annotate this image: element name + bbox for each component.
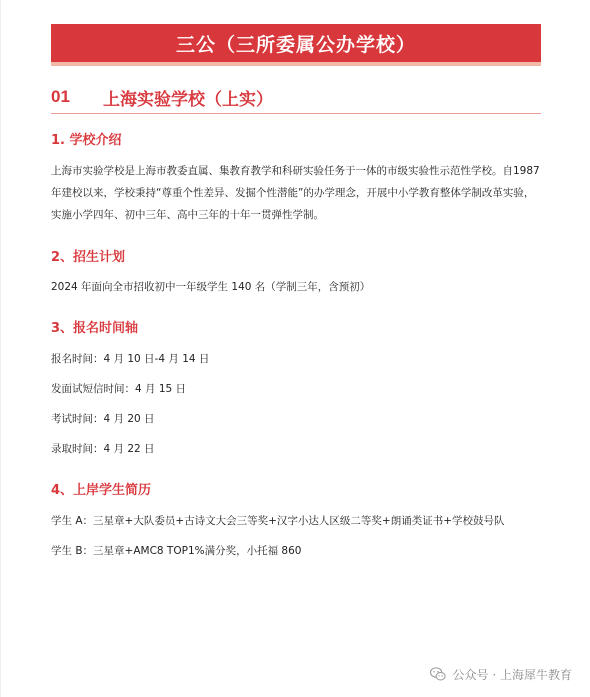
school-number: 01 [51, 87, 70, 106]
section-heading-timeline: 3、报名时间轴 [51, 321, 139, 336]
title-banner [51, 24, 541, 66]
footer-text: 公众号 · 上海犀牛教育 [452, 667, 572, 682]
section-heading-plan: 2、招生计划 [51, 250, 126, 265]
school-heading-divider [51, 113, 541, 114]
plan-text: 2024 年面向全市招收初中一年级学生 140 名（学制三年，含预初） [51, 281, 371, 293]
timeline-item: 录取时间：4 月 22 日 [51, 443, 155, 455]
timeline-item: 报名时间：4 月 10 日-4 月 14 日 [51, 353, 210, 365]
school-name: 上海实验学校（上实） [103, 89, 273, 110]
timeline-item: 考试时间：4 月 20 日 [51, 413, 155, 425]
timeline-item: 发面试短信时间：4 月 15 日 [51, 383, 187, 395]
section-heading-intro: 1. 学校介绍 [51, 133, 122, 148]
school-heading [51, 84, 541, 110]
footer-watermark [429, 665, 572, 683]
banner-title: 三公（三所委属公办学校） [175, 33, 416, 56]
wechat-icon [429, 665, 447, 683]
section-heading-students: 4、上岸学生简历 [51, 483, 152, 498]
student-item: 学生 A：三星章+大队委员+古诗文大会三等奖+汉字小达人区级二等奖+朗诵类证书+学校鼓号队 [51, 515, 505, 527]
student-item: 学生 B：三星章+AMC8 TOP1%满分奖，小托福 860 [51, 545, 302, 557]
intro-paragraph: 上海市实验学校是上海市教委直属、集教育教学和科研实验任务于一体的市级实验性示范性学校。自1987年建校以来，学校秉持“尊重个性差异、发掘个性潜能”的办学理念，开展中小学教育整体学制改革实验，实施小学四年、初中三年、高中三年的十年一贯弹性学制。 [51, 165, 540, 221]
